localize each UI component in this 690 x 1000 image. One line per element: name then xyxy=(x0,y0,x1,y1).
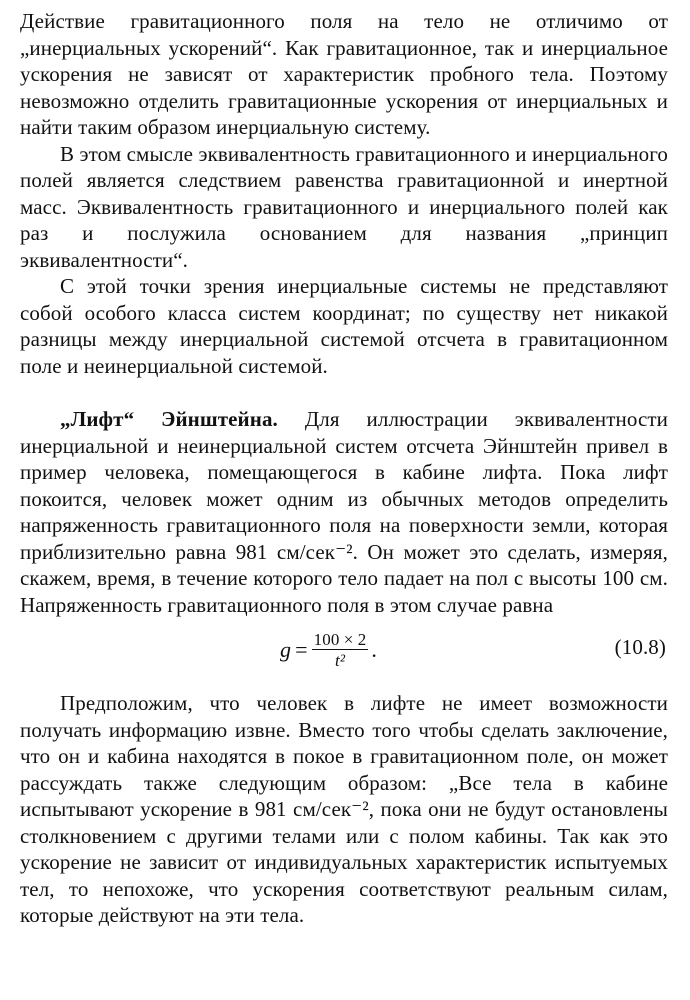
book-page xyxy=(20,8,668,929)
paragraph-lift-reasoning: Предположим, что человек в лифте не имеет возможности получать информацию извне. Вместо того чтобы сделать заключение, что он и кабина находятся в покое в гравитационном поле, он может рассуждать также следующим образом: „Все тела в кабине испытывают ускорение в 981 см/сек⁻², пока они не будут остановлены столкновением с другими телами или с полом кабины. Так как это ускорение не зависит от индивидуальных характеристик испытуемых тел, то непохоже, что ускорения соответствуют реальным силам, которые действуют на эти тела. xyxy=(20,691,668,927)
paragraph-inertial-accelerations: Действие гравитационного поля на тело не отличимо от „инерциальных ускорений“. Как гравитационное, так и инерциальное ускорения не зависят от характеристик пробного тела. Поэтому невозможно отделить гравитационные ускорения от инерциальных и найти таким образом инерциальную систему. xyxy=(20,9,668,139)
equation-variable: g xyxy=(280,636,292,662)
equation-period: . xyxy=(371,636,378,662)
paragraph-einstein-lift xyxy=(20,406,668,618)
equation-number: (10.8) xyxy=(614,635,666,659)
equation-formula xyxy=(280,630,377,670)
equation-numerator: 100 × 2 xyxy=(313,630,367,649)
equation-fraction xyxy=(312,630,369,670)
paragraph-inertial-systems: С этой точки зрения инерциальные системы не представляют собой особого класса систем координат; по существу нет никакой разницы между инерциальной системой отсчета в гравитационном поле и неинерциальной системой. xyxy=(20,274,668,378)
paragraph-equivalence-principle: В этом смысле эквивалентность гравитационного и инерциального полей является следствием равенства гравитационной и инертной масс. Эквивалентность гравитационного и инерциального полей как раз и послужила основанием для названия „принцип эквивалентности“. xyxy=(20,141,668,272)
equation-equals-sign: = xyxy=(295,636,308,662)
equation-block xyxy=(20,622,668,684)
section-heading: „Лифт“ Эйнштейна. xyxy=(60,407,278,431)
section-text: Для иллюстрации эквивалентности инерциальной и неинерциальной систем отсчета Эйнштейн привел в пример человека, помещающегося в кабине лифта. Пока лифт покоится, человек может одним из обычных методов определить напряженность гравитационного поля на поверхности земли, которая приблизительно равна 981 см/сек⁻². Он может это сделать, измеряя, скажем, время, в течение которого тело падает на пол с высоты 100 см. Напряженность гравитационного поля в этом случае равна xyxy=(20,407,668,617)
section-gap xyxy=(20,379,668,406)
equation-denominator: t² xyxy=(335,651,346,670)
